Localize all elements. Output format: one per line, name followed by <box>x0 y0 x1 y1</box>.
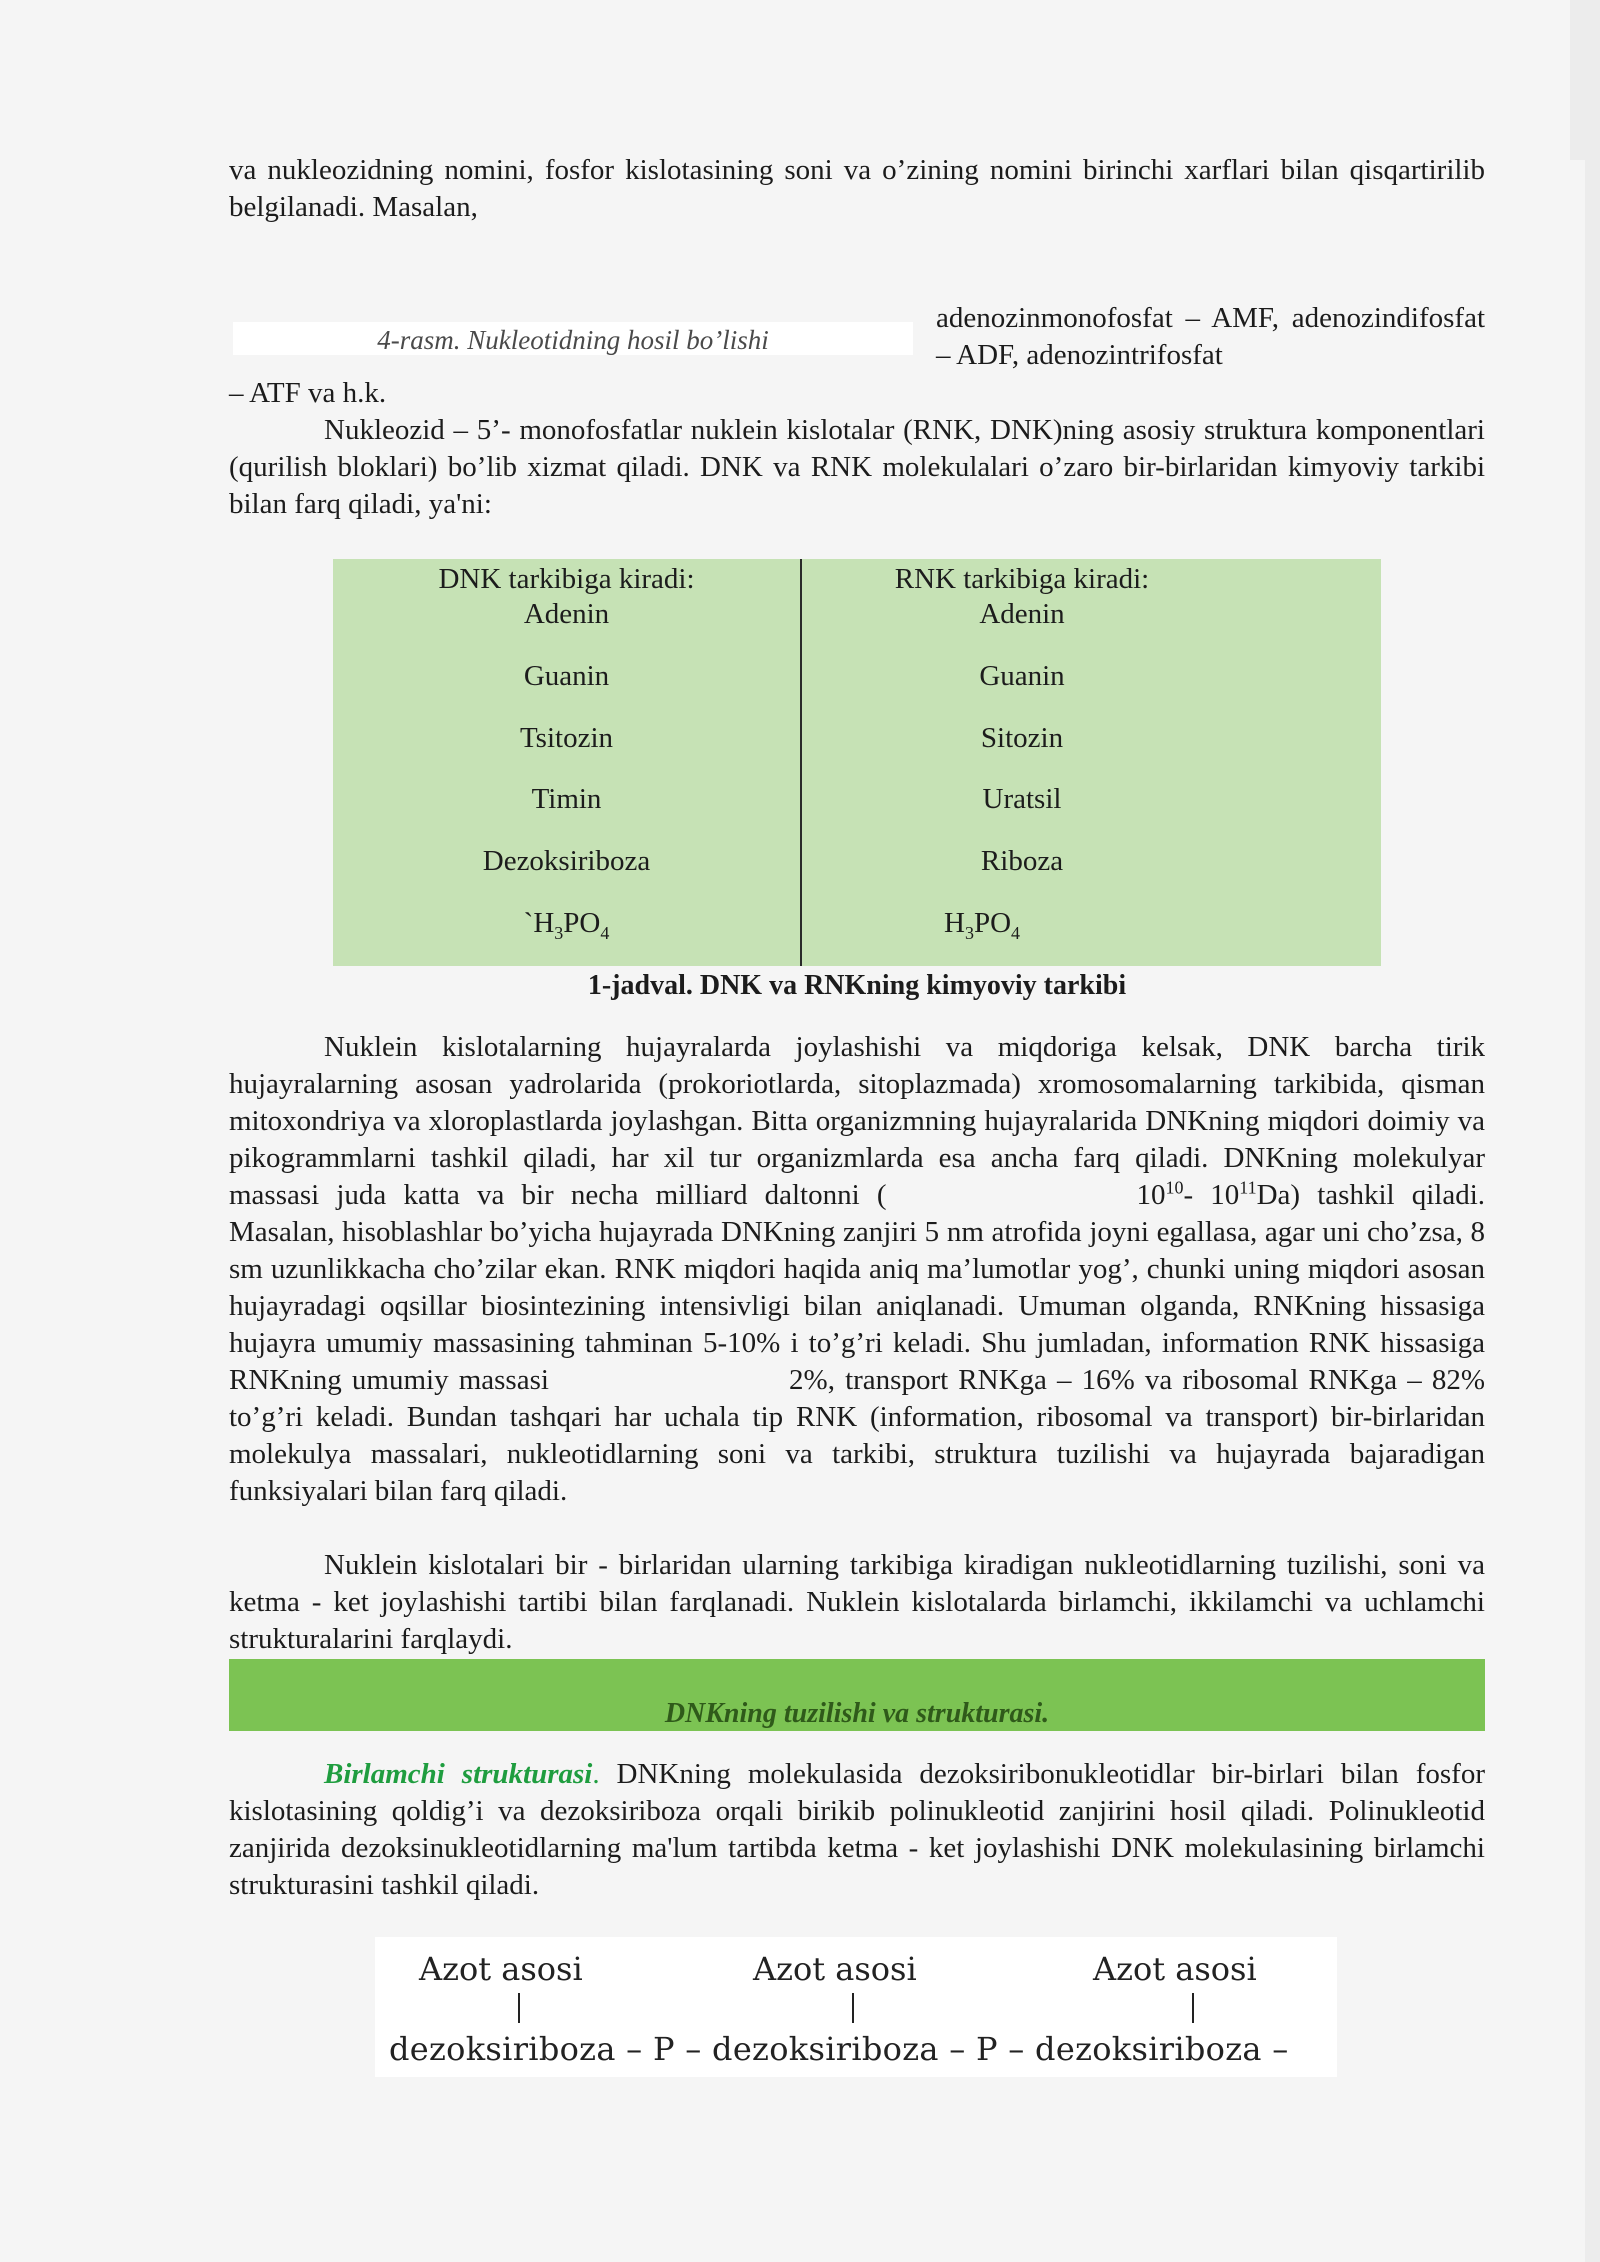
mass-base-2: 10 <box>1210 1179 1240 1211</box>
formula-h-subscript: 3 <box>554 922 564 943</box>
primary-structure-lead: Birlamchi strukturasi <box>324 1758 593 1790</box>
location-text-2: Da) tashkil qiladi. Masalan, hisoblashlar bo’yicha hujayrada DNKning zanjiri 5 nm atrofida joyni egallasa, agar uni cho’zsa, 8 sm uzunlikkacha cho’zilar ekan. RNK miqdori haqida aniq ma’lumotlar yog’, chunki uning miqdori asosan hujayradagi oqsillar biosintezining intensivligi bilan aniqlanadi. Umuman olganda, RNKning hissasiga hujayra umumiy massasining tahminan 5-10% i to’g’ri keladi. Shu jumladan, information RNK hissasiga RNKning umumiy massasi <box>229 1179 1486 1396</box>
rnk-formula-prefix: H <box>944 907 965 939</box>
rnk-formula <box>762 905 1202 942</box>
formula-po: PO <box>563 907 601 939</box>
dnk-formula <box>333 905 800 942</box>
mass-exponent-1: 10 <box>1165 1177 1184 1198</box>
bond-line <box>1192 1993 1194 2023</box>
location-text-3: 2%, transport RNKga – 16% va ribosomal RNKga – 82% to’g’ri keladi. Bundan tashqari har uchala tip RNK (information, ribosomal va transport) bir-birlaridan molekulya massalari, nukleotidlarning soni va tarkibi, struktura tuzilishi va hujayrada bajaradigan funksiyalari bilan farq qiladi. <box>229 1364 1486 1507</box>
mass-dash: - <box>1183 1179 1194 1211</box>
nucleoside-paragraph: Nukleozid – 5’- monofosfatlar nuklein kislotalar (RNK, DNK)ning asosiy struktura komponentlari (qurilish bloklari) bo’lib xizmat qiladi. DNK va RNK molekulalari o’zaro bir-birlaridan kimyoviy tarkibi bilan farq qiladi, ya'ni: <box>229 414 1485 520</box>
primary-structure-body: DNKning molekulasida dezoksiribonukleotidlar bir-birlari bilan fosfor kislotasining qoldig’i va dezoksiriboza orqali birikib polinukleotid zanjirini hosil qiladi. Polinukleotid zanjirida dezoksinukleotidlarning ma'lum tartibda ketma - ket joylashishi DNK molekulasining birlamchi strukturasini tashkil qiladi. <box>229 1758 1485 1901</box>
dnk-item: Guanin <box>523 660 610 692</box>
difference-paragraph: Nuklein kislotalari bir - birlaridan ularning tarkibiga kiradigan nukleotidlarning tuzilishi, soni va ketma - ket joylashishi tartibi bilan farqlanadi. Nuklein kislotalarda birlamchi, ikkilamchi va uchlamchi strukturalarini farqlaydi. <box>229 1549 1485 1655</box>
primary-structure-paragraph <box>229 1756 1485 1904</box>
formula-o-subscript: 4 <box>600 922 610 943</box>
rnk-item: Guanin <box>979 660 1065 692</box>
examples-tail: – ATF va h.k. <box>229 377 387 409</box>
primary-structure-lead-dot: . <box>592 1758 600 1790</box>
dnk-header: DNK tarkibiga kiradi: <box>438 563 695 595</box>
rnk-item: Sitozin <box>980 722 1064 754</box>
dnk-item: Timin <box>531 783 602 815</box>
polynucleotide-chain-diagram <box>375 1937 1337 2077</box>
mass-exponent-2: 11 <box>1239 1177 1257 1198</box>
table-caption: 1-jadval. DNK va RNKning kimyoviy tarkibi <box>587 970 1127 1001</box>
intro-paragraph: va nukleozidning nomini, fosfor kislotasining soni va o’zining nomini birinchi xarflari bilan qisqartirilib belgilanadi. Masalan, <box>229 154 1485 223</box>
base-label: Azot asosi <box>753 1950 917 1988</box>
section-title: DNKning tuzilishi va strukturasi. <box>664 1698 1050 1729</box>
composition-table <box>333 559 1381 966</box>
location-text-1: Nuklein kislotalarning hujayralarda joylashishi va miqdoriga kelsak, DNK barcha tirik hujayralarning asosan yadrolarida (prokoriotlarda, sitoplazmada) xromosomalarning tarkibida, qisman mitoxondriya va xloroplastlarda joylashgan. Bitta organizmning hujayralarida DNKning miqdori doimiy va pikogrammlarni tashkil qiladi, har xil tur organizmlarda esa ancha farq qiladi. DNKning molekulyar massasi juda katta va bir necha milliard daltonni ( <box>229 1031 1485 1211</box>
dnk-item: Dezoksiriboza <box>482 845 651 877</box>
rnk-item: Uratsil <box>982 783 1062 815</box>
formula-o-subscript: 4 <box>1011 922 1020 943</box>
rnk-header: RNK tarkibiga kiradi: <box>894 563 1150 595</box>
mass-base-1: 10 <box>1136 1179 1166 1211</box>
base-label: Azot asosi <box>1093 1950 1257 1988</box>
dnk-item: Tsitozin <box>519 722 614 754</box>
bond-line <box>518 1993 520 2023</box>
base-label: Azot asosi <box>419 1950 583 1988</box>
dnk-item: Adenin <box>523 598 610 630</box>
page-edge <box>1570 0 1585 160</box>
chain-text: dezoksiriboza – P – dezoksiriboza – P – dezoksiriboza – <box>389 2030 1289 2068</box>
nucleotide-name-examples: adenozinmonofosfat – AMF, adenozindifosfat – ADF, adenozintrifosfat <box>936 302 1485 371</box>
dnk-formula-prefix: `H <box>523 907 555 939</box>
formula-po: PO <box>973 907 1012 939</box>
bond-line <box>852 1993 854 2023</box>
rnk-item: Riboza <box>980 845 1064 877</box>
location-paragraph <box>229 1029 1485 1510</box>
formula-h-subscript: 3 <box>964 922 974 943</box>
rnk-item: Adenin <box>979 598 1065 630</box>
figure-caption: 4-rasm. Nukleotidning hosil bo’lishi <box>377 325 769 355</box>
